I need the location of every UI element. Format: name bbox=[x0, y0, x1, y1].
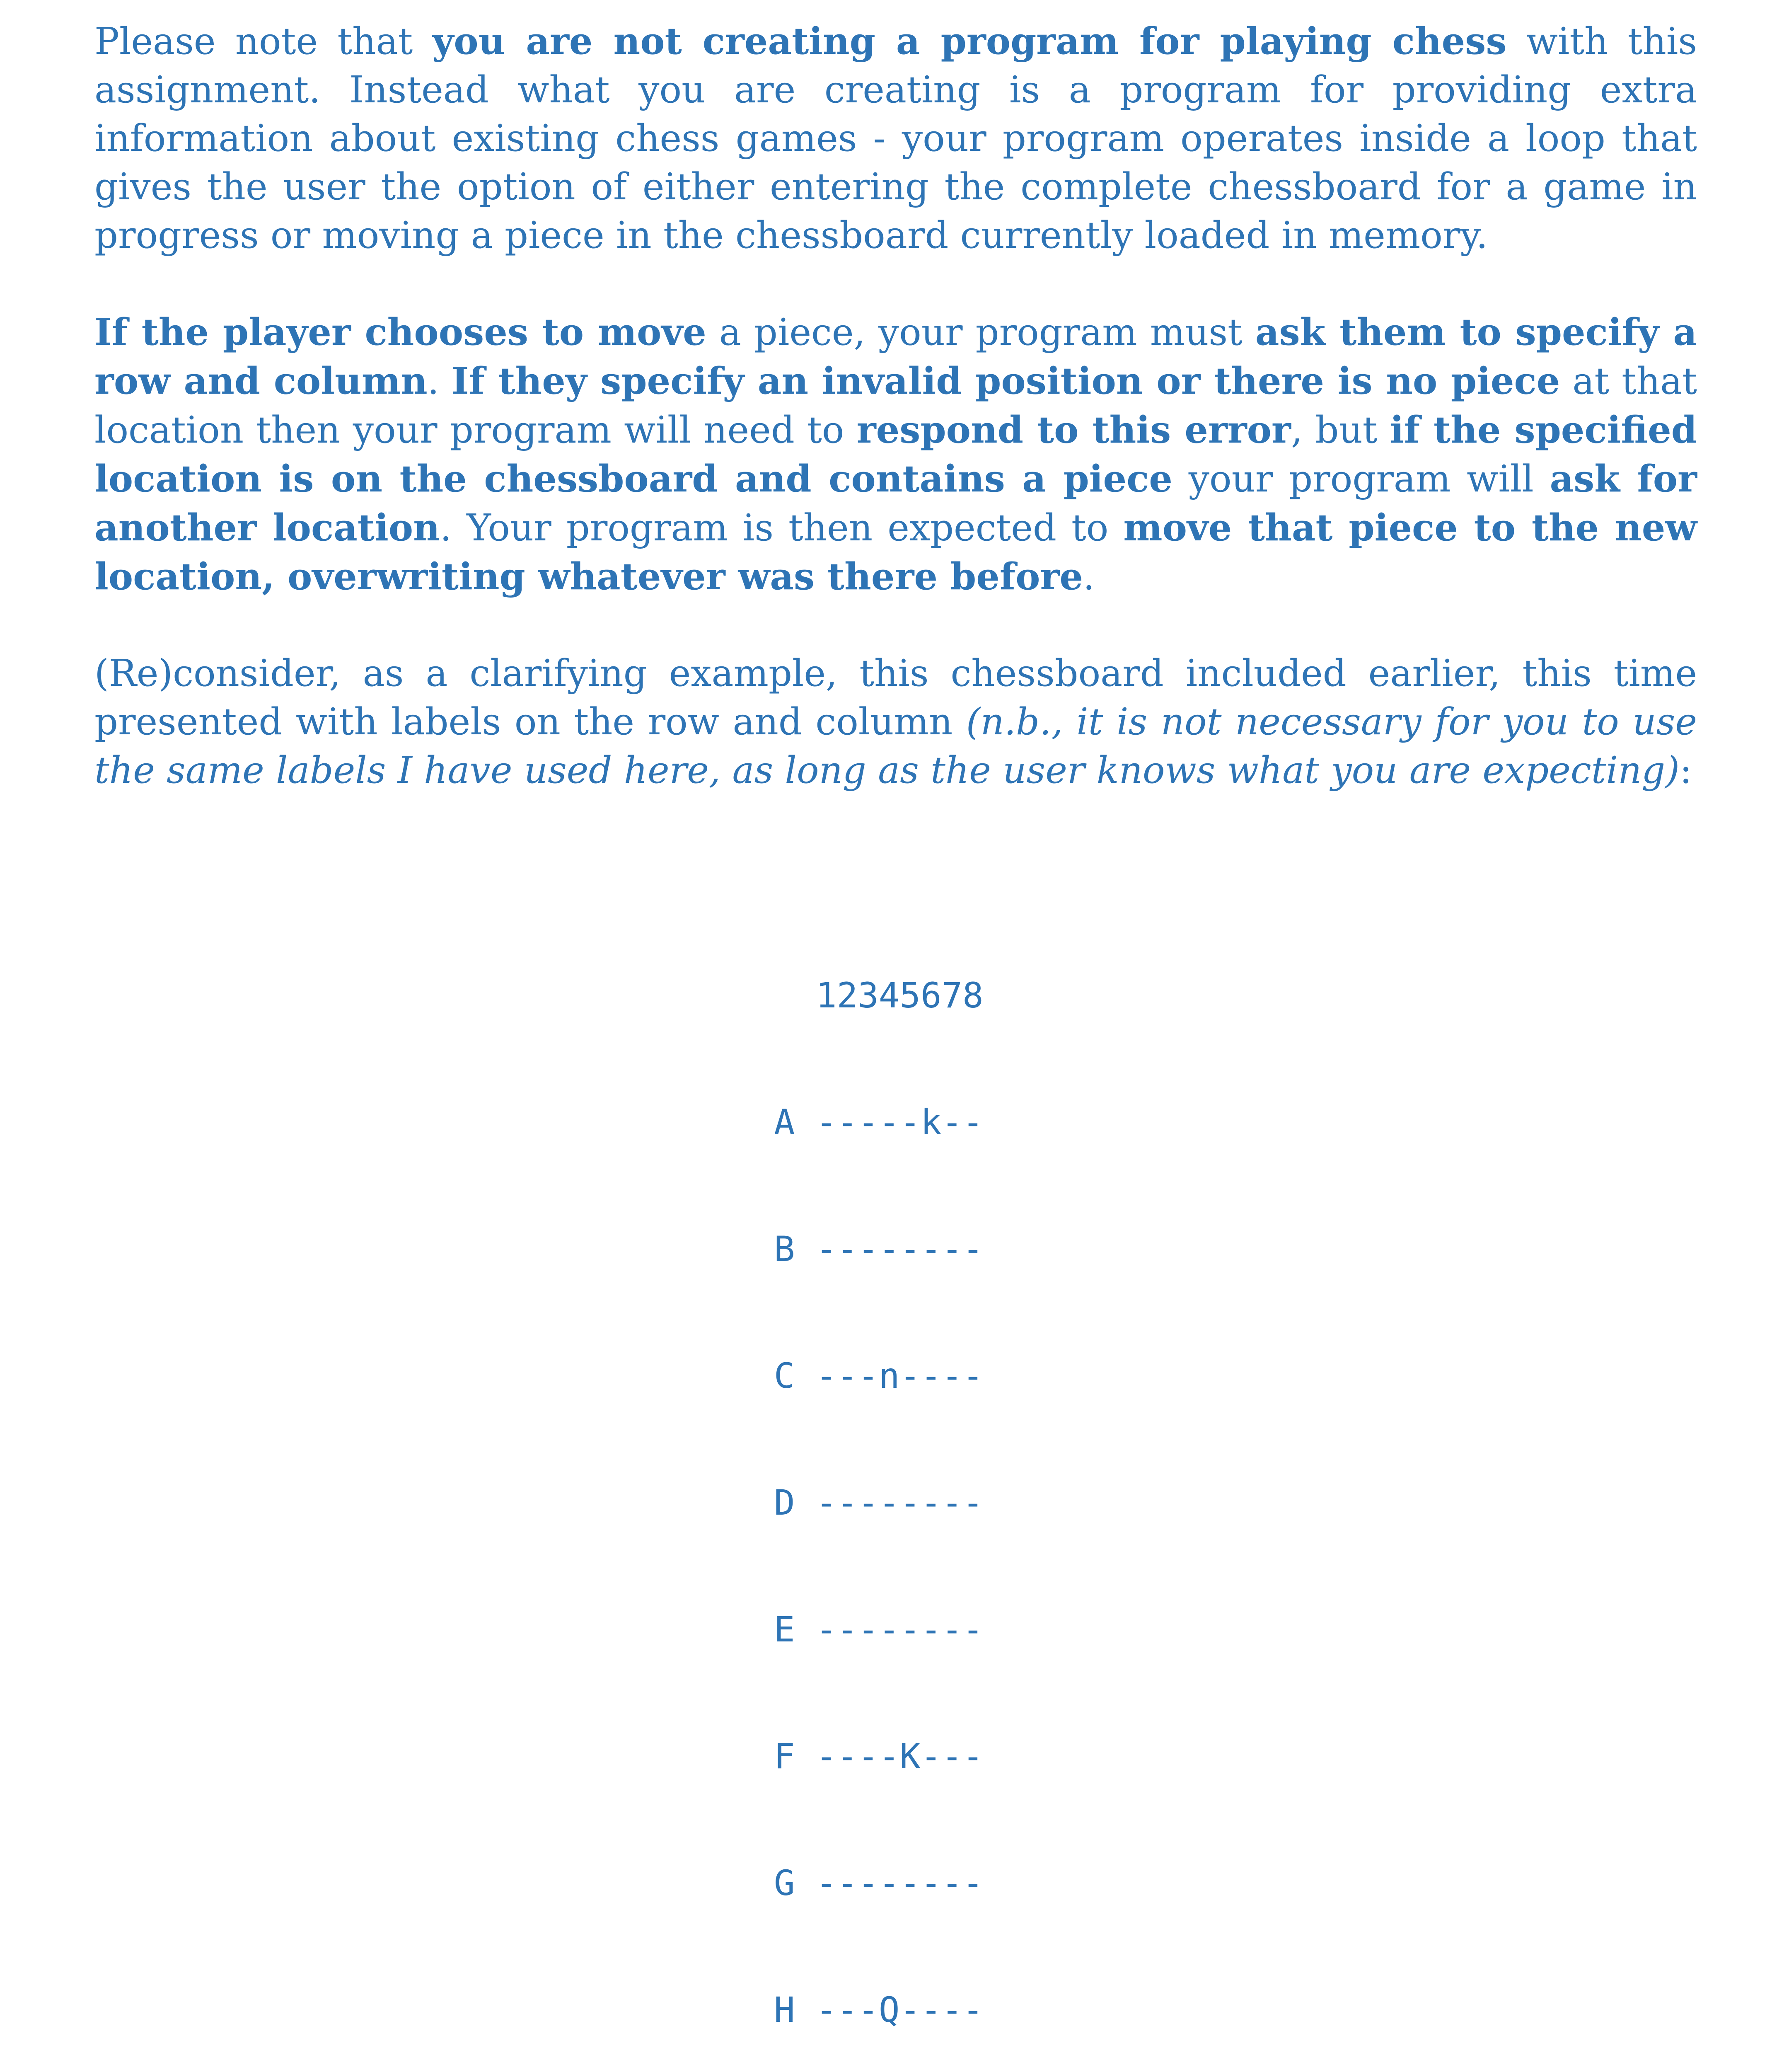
move-text-2: . bbox=[427, 359, 452, 402]
board-header: 12345678 bbox=[774, 975, 984, 1016]
move-emphasis-3: If they specify an invalid position or there is no piece bbox=[451, 359, 1560, 402]
move-emphasis-5: if the specified location is on the chessboard and contains a piece bbox=[94, 408, 1697, 500]
move-text-7: . bbox=[1083, 555, 1095, 598]
board-row-b: B -------- bbox=[774, 1229, 984, 1269]
example-text-2: : bbox=[1679, 748, 1692, 792]
document-page bbox=[94, 17, 1697, 2072]
chessboard-before bbox=[774, 890, 1697, 2072]
move-emphasis-6: ask for another location bbox=[94, 457, 1697, 549]
move-text-4: , but bbox=[1291, 408, 1390, 451]
board-row-h: H ---Q---- bbox=[774, 1990, 984, 2030]
move-text-1: a piece, your program must bbox=[706, 310, 1255, 353]
paragraph-intro bbox=[94, 17, 1697, 259]
move-emphasis-7: move that piece to the new location, overwriting whatever was there before bbox=[94, 506, 1697, 598]
board-row-c: C ---n---- bbox=[774, 1356, 984, 1396]
move-text-6: . Your program is then expected to bbox=[440, 506, 1124, 549]
move-text-3: at that location then your program will need to bbox=[94, 359, 1697, 451]
board-row-a: A -----k-- bbox=[774, 1102, 984, 1143]
board-row-d: D -------- bbox=[774, 1482, 984, 1523]
move-text-5: your program will bbox=[1172, 457, 1550, 500]
intro-text-2: with this assignment. Instead what you are creating is a program for providing extra information about existing chess games - your program operates inside a loop that gives the user the option of either entering the complete chessboard for a game in progress or moving a piece in the chessboard currently loaded in memory. bbox=[94, 19, 1697, 257]
move-emphasis-2: ask them to specify a row and column bbox=[94, 310, 1697, 402]
paragraph-example-intro bbox=[94, 649, 1697, 794]
intro-text-1: Please note that bbox=[94, 19, 433, 63]
board-row-e: E -------- bbox=[774, 1609, 984, 1650]
board-row-g: G -------- bbox=[774, 1863, 984, 1903]
move-emphasis-1: If the player chooses to move bbox=[94, 310, 706, 353]
paragraph-move-instructions bbox=[94, 307, 1697, 601]
board-row-f: F ----K--- bbox=[774, 1736, 984, 1777]
example-note: (n.b., it is not necessary for you to use the same labels I have used here, as long as the user knows what you are expecting) bbox=[94, 700, 1697, 792]
example-text-1: (Re)consider, as a clarifying example, this chessboard included earlier, this time presented with labels on the row and column bbox=[94, 651, 1697, 743]
move-emphasis-4: respond to this error bbox=[856, 408, 1291, 451]
intro-emphasis: you are not creating a program for playing chess bbox=[432, 19, 1507, 63]
